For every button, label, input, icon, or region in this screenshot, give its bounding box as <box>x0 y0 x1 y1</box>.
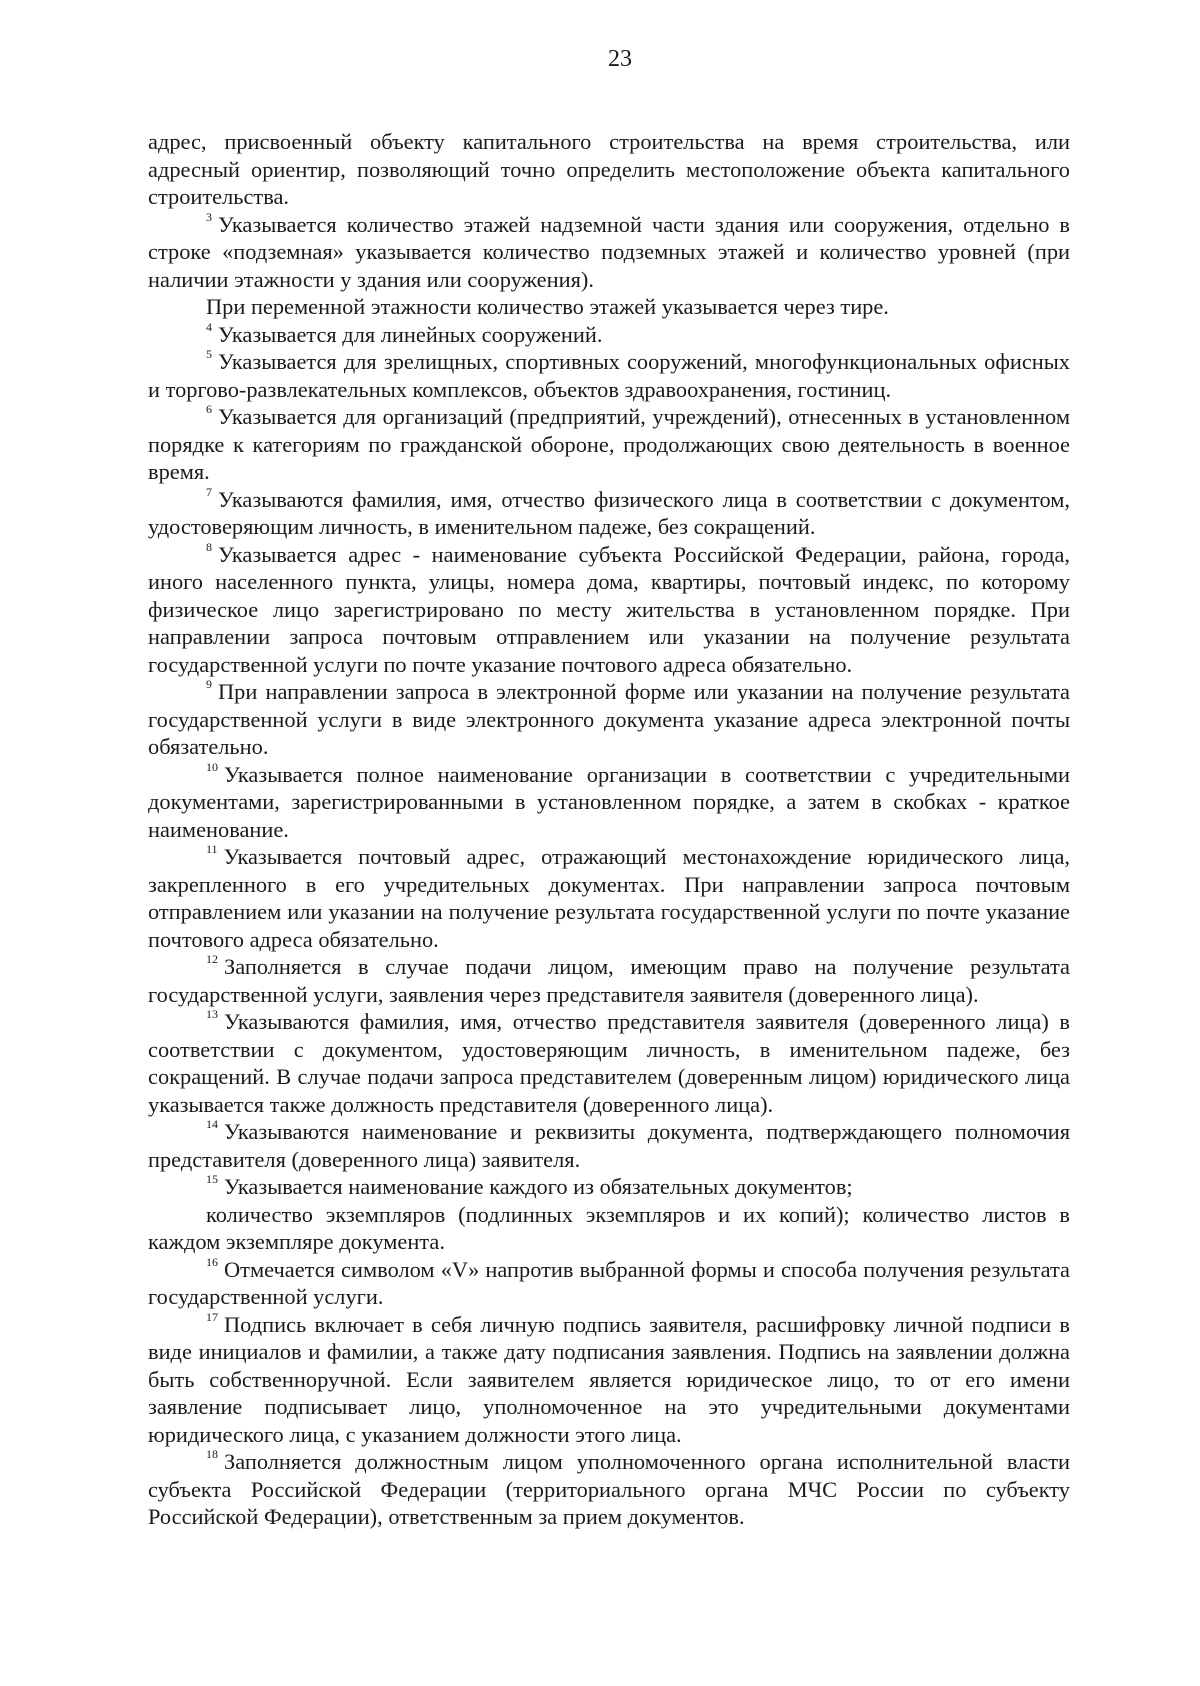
paragraph-text: Указываются фамилия, имя, отчество представителя заявителя (доверенного лица) в соответствии с документом, удостоверяющим личность, в именительном падеже, без сокращений. В случае подачи запроса представителем (доверенным лицом) юридического лица указывается также должность представителя (доверенного лица). <box>148 1009 1070 1117</box>
paragraph-text: Подпись включает в себя личную подпись заявителя, расшифровку личной подписи в виде инициалов и фамилии, а также дату подписания заявления. Подпись на заявлении должна быть собственноручной. Если заявителем является юридическое лицо, то от его имени заявление подписывает лицо, уполномоченное на это учредительными документами юридического лица, с указанием должности этого лица. <box>148 1311 1070 1447</box>
footnote-number: 6 <box>206 402 212 416</box>
footnote-number: 14 <box>206 1117 218 1131</box>
paragraph-text: Отмечается символом «V» напротив выбранной формы и способа получения результата государственной услуги. <box>148 1256 1070 1309</box>
paragraph <box>148 293 1070 321</box>
footnote-number: 13 <box>206 1007 218 1021</box>
footnote-8 <box>148 541 1070 679</box>
footnote-10 <box>148 761 1070 844</box>
footnote-17 <box>148 1311 1070 1449</box>
footnote-number: 16 <box>206 1254 218 1269</box>
paragraph-text: При переменной этажности количество этажей указывается через тире. <box>206 294 889 319</box>
footnote-7 <box>148 486 1070 541</box>
footnote-number: 15 <box>206 1172 218 1186</box>
paragraph-text: Указывается количество этажей надземной части здания или сооружения, отдельно в строке «подземная» указывается количество подземных этажей и количество уровней (при наличии этажности у здания или сооружения). <box>148 211 1070 292</box>
footnote-13 <box>148 1008 1070 1118</box>
footnote-3 <box>148 211 1070 294</box>
footnote-15 <box>148 1173 1070 1201</box>
paragraph-text: количество экземпляров (подлинных экземпляров и их копий); количество листов в каждом экземпляре документа. <box>148 1201 1070 1254</box>
footnote-18 <box>148 1448 1070 1531</box>
footnote-number: 17 <box>206 1309 218 1324</box>
footnote-4 <box>148 321 1070 349</box>
footnotes-body <box>148 128 1070 1531</box>
paragraph-text: Заполняется в случае подачи лицом, имеющим право на получение результата государственной услуги, заявления через представителя заявителя (доверенного лица). <box>148 954 1070 1007</box>
footnote-number: 9 <box>206 677 212 691</box>
paragraph-text: Указываются фамилия, имя, отчество физического лица в соответствии с документом, удостоверяющим личность, в именительном падеже, без сокращений. <box>148 486 1070 539</box>
footnote-number: 10 <box>206 759 218 774</box>
footnote-number: 8 <box>206 539 212 554</box>
footnote-6 <box>148 403 1070 486</box>
paragraph-text: Заполняется должностным лицом уполномоченного органа исполнительной власти субъекта Российской Федерации (территориального органа МЧС России по субъекту Российской Федерации), ответственным за прием документов. <box>148 1449 1070 1529</box>
paragraph-text: Указываются наименование и реквизиты документа, подтверждающего полномочия представителя (доверенного лица) заявителя. <box>148 1119 1070 1172</box>
footnote-9 <box>148 678 1070 761</box>
paragraph-text: адрес, присвоенный объекту капитального строительства на время строительства, или адресный ориентир, позволяющий точно определить местоположение объекта капитального строительства. <box>148 129 1070 209</box>
paragraph-text: Указывается наименование каждого из обязательных документов; <box>224 1174 853 1199</box>
footnote-12 <box>148 953 1070 1008</box>
page-number: 23 <box>608 46 632 72</box>
footnote-16 <box>148 1256 1070 1311</box>
footnote-number: 4 <box>206 319 212 334</box>
footnote-11 <box>148 843 1070 953</box>
footnote-number: 7 <box>206 484 212 499</box>
footnote-number: 12 <box>206 952 218 966</box>
footnote-number: 11 <box>206 842 218 856</box>
footnote-14 <box>148 1118 1070 1173</box>
paragraph-text: Указывается для линейных сооружений. <box>218 321 603 347</box>
footnote-number: 18 <box>206 1447 218 1461</box>
paragraph-text: При направлении запроса в электронной форме или указании на получение результата государственной услуги в виде электронного документа указание адреса электронной почты обязательно. <box>148 679 1070 759</box>
footnote-number: 5 <box>206 347 212 361</box>
footnote-5 <box>148 348 1070 403</box>
continuation-paragraph <box>148 128 1070 211</box>
paragraph-text: Указывается для зрелищных, спортивных сооружений, многофункциональных офисных и торгово-развлекательных комплексов, объектов здравоохранения, гостиниц. <box>148 349 1070 402</box>
paragraph-text: Указывается полное наименование организации в соответствии с учредительными документами, зарегистрированными в установленном порядке, а затем в скобках - краткое наименование. <box>148 761 1070 842</box>
paragraph-text: Указывается почтовый адрес, отражающий местонахождение юридического лица, закрепленного в его учредительных документах. При направлении запроса почтовым отправлением или указании на получение результата государственной услуги по почте указание почтового адреса обязательно. <box>148 844 1070 952</box>
footnote-number: 3 <box>206 209 212 224</box>
paragraph-text: Указывается адрес - наименование субъекта Российской Федерации, района, города, иного населенного пункта, улицы, номера дома, квартиры, почтовый индекс, по которому физическое лицо зарегистрировано по месту жительства в установленном порядке. При направлении запроса почтовым отправлением или указании на получение результата государственной услуги по почте указание почтового адреса обязательно. <box>148 541 1070 677</box>
paragraph <box>148 1201 1070 1256</box>
paragraph-text: Указывается для организаций (предприятий, учреждений), отнесенных в установленном порядке к категориям по гражданской обороне, продолжающих свою деятельность в военное время. <box>148 404 1070 484</box>
